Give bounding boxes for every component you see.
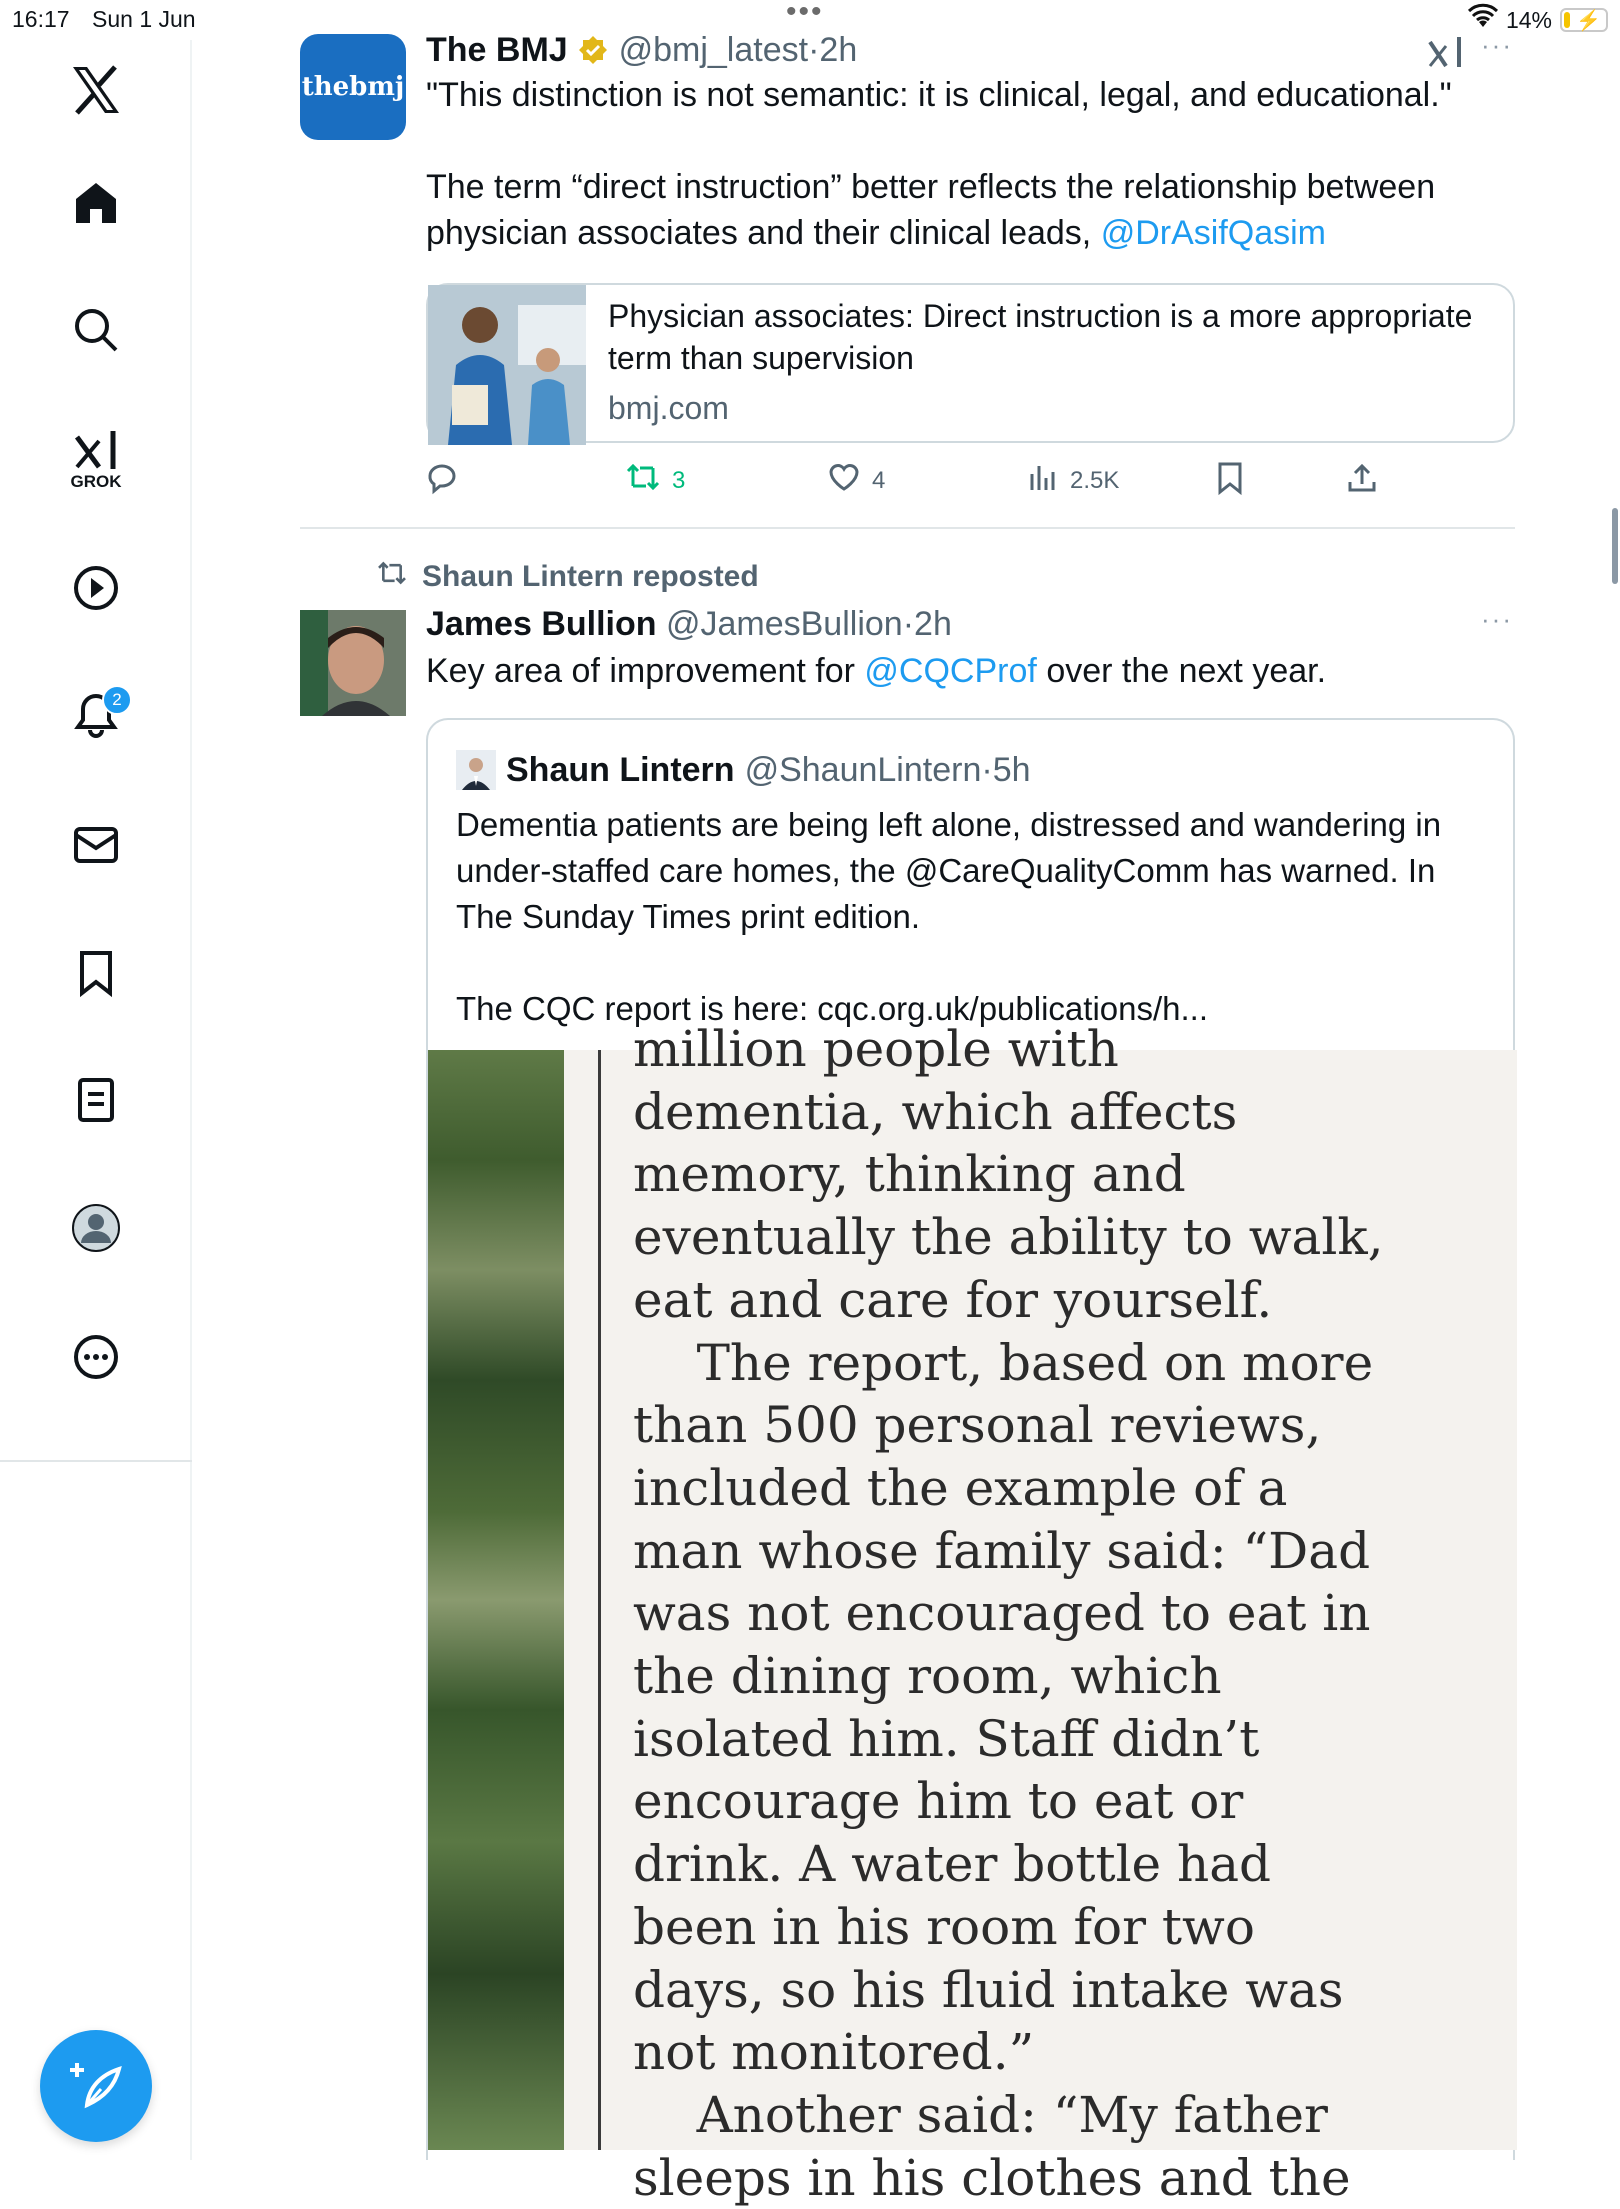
grok-label: GROK (70, 472, 122, 491)
quote-author-handle[interactable]: @ShaunLintern (744, 750, 982, 789)
repost-indicator[interactable] (376, 560, 759, 594)
like-count: 4 (872, 466, 886, 494)
notifications-icon[interactable] (66, 685, 126, 745)
retweet-button[interactable] (626, 462, 685, 499)
search-icon[interactable] (66, 300, 126, 360)
verified-badge-icon (577, 31, 609, 69)
tweet-time[interactable]: 2h (819, 31, 858, 69)
tweet-header (426, 30, 1515, 70)
author-name[interactable]: The BMJ (426, 31, 568, 69)
status-time: 16:17 (12, 6, 70, 32)
separator-dot: · (981, 750, 993, 789)
more-icon[interactable]: ··· (1481, 30, 1513, 60)
link-card[interactable] (426, 283, 1515, 443)
charging-bolt-icon: ⚡ (1576, 10, 1601, 32)
battery-percent: 14% (1505, 6, 1552, 33)
quote-text-para2: The CQC report is here: cqc.org.uk/publications/h... (456, 990, 1209, 1027)
bookmark-icon (1216, 462, 1244, 501)
battery-icon (1560, 8, 1608, 32)
views-count: 2.5K (1070, 466, 1120, 494)
mention-link[interactable]: @CQCProf (864, 652, 1037, 690)
tweet-text-line2: The term “direct instruction” better reflects the relationship between physician associates and their clinical leads, (426, 168, 1436, 252)
x-logo-icon[interactable] (66, 60, 126, 120)
sidebar-divider (0, 1460, 192, 1462)
shaun-lintern-avatar[interactable] (456, 750, 496, 790)
quoted-tweet[interactable] (426, 718, 1515, 2207)
quote-time[interactable]: 5h (992, 750, 1031, 789)
status-date: Sun 1 Jun (92, 6, 196, 32)
bookmark-button[interactable] (1216, 462, 1244, 501)
bmj-avatar[interactable]: thebmj (300, 34, 406, 140)
james-bullion-avatar[interactable] (300, 610, 406, 716)
views-icon (1028, 462, 1058, 499)
sidebar (0, 40, 192, 2160)
card-domain: bmj.com (608, 390, 729, 426)
tweet-header (426, 604, 1515, 644)
quote-text (456, 802, 1491, 1032)
tweet-divider (300, 527, 1515, 529)
clipping-photo (428, 1050, 564, 2150)
text-after-mention: over the next year. (1046, 652, 1327, 690)
tweet-text (426, 648, 1515, 694)
share-button[interactable] (1346, 462, 1378, 501)
tweet-text-line1: "This distinction is not semantic: it is clinical, legal, and educational." (426, 76, 1452, 114)
more-options-icon[interactable] (66, 1327, 126, 1387)
card-title: Physician associates: Direct instruction is a more appropriate term than supervision (608, 298, 1473, 376)
scrollbar[interactable] (1612, 508, 1618, 584)
tweet-time[interactable]: 2h (914, 605, 952, 643)
newspaper-clipping-image[interactable] (428, 1020, 1517, 2207)
quote-author-name[interactable]: Shaun Lintern (506, 750, 735, 789)
battery-level (1564, 12, 1570, 28)
repost-label: Shaun Lintern reposted (422, 560, 759, 593)
retweet-count: 3 (672, 466, 686, 494)
separator-dot: · (808, 31, 820, 69)
tweet-james-bullion[interactable] (426, 604, 1515, 694)
author-handle[interactable]: @JamesBullion (665, 605, 903, 643)
tweet-bmj[interactable] (426, 30, 1515, 256)
grok-explain-icon[interactable] (1427, 34, 1463, 75)
text-before-mention: Key area of improvement for (426, 652, 855, 690)
share-icon (1346, 462, 1378, 501)
tweet-actions (426, 462, 1426, 502)
heart-icon (828, 462, 860, 499)
author-handle[interactable]: @bmj_latest (618, 31, 809, 69)
reply-icon (426, 462, 458, 501)
messages-icon[interactable] (66, 815, 126, 875)
card-thumbnail (428, 285, 586, 445)
clipping-column-rule (598, 1050, 601, 2150)
quote-text-para1: Dementia patients are being left alone, distressed and wandering in under-staffed care homes, the @CareQualityComm has warned. In The Sunday Times print edition. (456, 806, 1442, 935)
author-name[interactable]: James Bullion (426, 605, 657, 643)
reply-button[interactable] (426, 462, 458, 501)
retweet-icon (626, 462, 660, 499)
multitasking-dots-icon[interactable]: ••• (786, 0, 824, 28)
compose-post-button[interactable] (40, 2030, 152, 2142)
tweet-text-body (426, 164, 1515, 256)
mention-link[interactable]: @DrAsifQasim (1100, 214, 1327, 252)
lists-icon[interactable] (66, 1070, 126, 1130)
bookmarks-icon[interactable] (66, 943, 126, 1003)
like-button[interactable] (828, 462, 885, 499)
more-icon[interactable]: ··· (1481, 604, 1513, 634)
profile-icon[interactable] (66, 1198, 126, 1258)
views-button[interactable] (1028, 462, 1119, 499)
clipping-text: million people with dementia, which affects memory, thinking and eventually the ability to walk, eat and care for yourself. The report, based on more than 500 personal reviews, included the example of a man whose family said: “Dad was not encouraged to eat in the dining room, which isolated him. Staff didn’t encourage him to eat or drink. A water bottle had been in his room for two days, so his fluid intake was not monitored.” Another said: “My father sleeps in his clothes and the (633, 1020, 1384, 2207)
quote-header (456, 750, 1031, 790)
notifications-badge: 2 (102, 685, 132, 715)
separator-dot: · (902, 605, 915, 643)
grok-icon[interactable] (66, 420, 126, 491)
video-icon[interactable] (66, 558, 126, 618)
retweet-small-icon (376, 560, 408, 594)
home-icon[interactable] (66, 173, 126, 233)
